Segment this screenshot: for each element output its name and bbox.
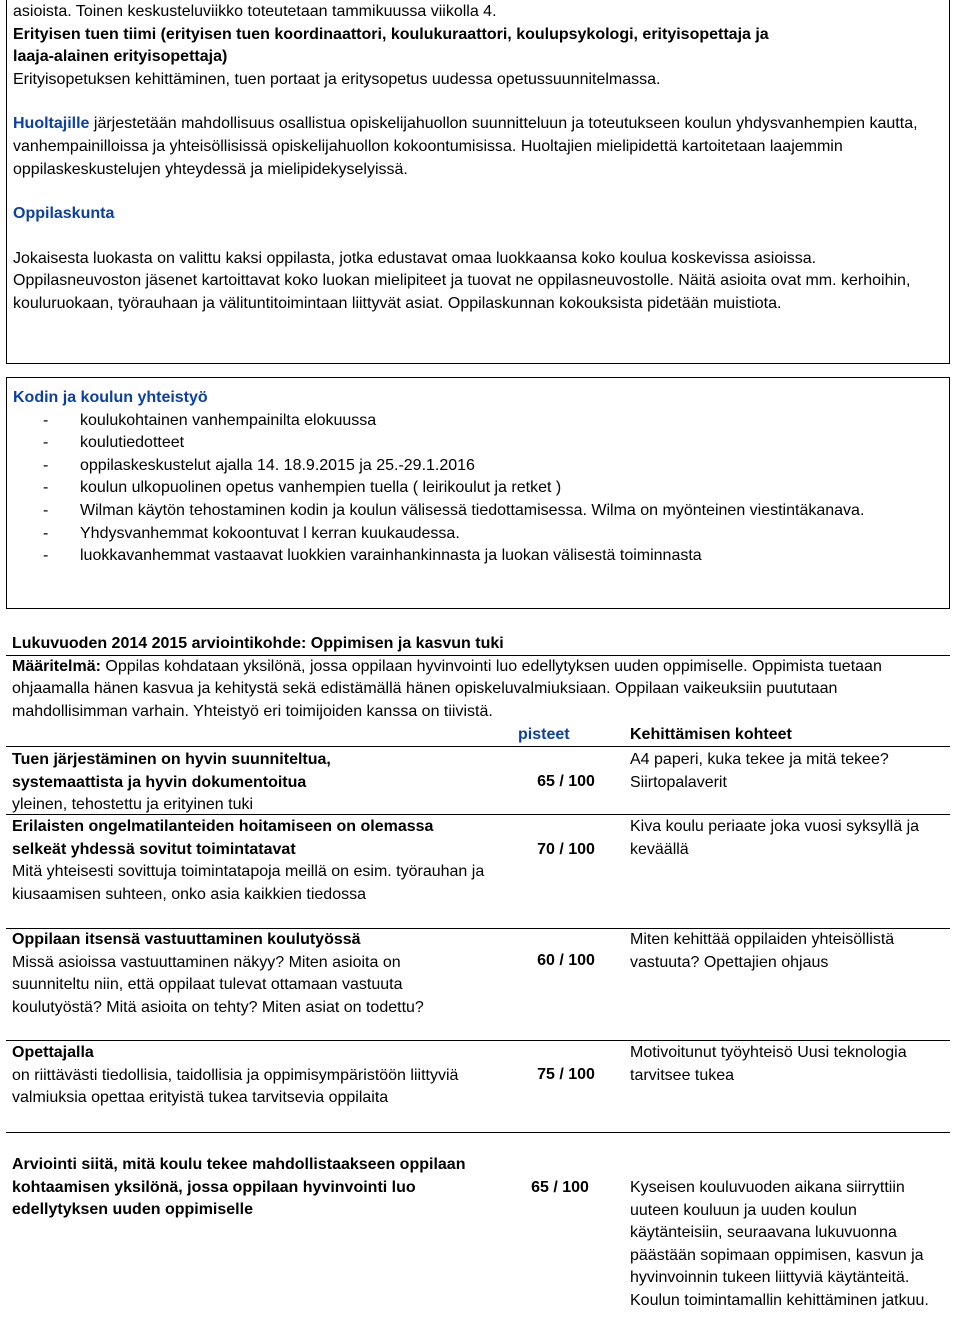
row-description: yleinen, tehostettu ja erityinen tuki bbox=[12, 796, 254, 814]
row-score: 60 / 100 bbox=[537, 952, 595, 969]
oppilaskunta-heading: Oppilaskunta bbox=[13, 205, 115, 223]
evaluation-row bbox=[6, 814, 950, 928]
huoltajille-paragraph bbox=[13, 113, 938, 181]
huoltajille-label: Huoltajille bbox=[13, 115, 90, 133]
row-development: Kyseisen kouluvuoden aikana siirryttiin uuteen kouluun ja uuden koulun käytänteisiin, seuraavana lukuvuonna päästään sopimaan oppimisen, kasvun ja hyvinvoinnin tukeen liittyviä käytänteitä. Koulun toimintamallin kehittäminen jatkuu. bbox=[630, 1179, 929, 1309]
list-item: - koulutiedotteet bbox=[13, 432, 949, 455]
dash-bullet: - bbox=[43, 456, 49, 474]
row-description: on riittävästi tiedollisia, taidollisia ja oppimisympäristöön liittyviä valmiuksia opettaa erityistä tukea tarvitsevia oppilaita bbox=[12, 1066, 459, 1107]
row-score: 75 / 100 bbox=[537, 1066, 595, 1083]
list-item: - oppilaskeskustelut ajalla 14. 18.9.2015 ja 25.-29.1.2016 bbox=[13, 455, 949, 478]
evaluation-row bbox=[6, 1040, 950, 1132]
row-criterion: Opettajalla bbox=[12, 1044, 94, 1061]
dash-bullet: - bbox=[43, 411, 49, 429]
evaluation-section bbox=[12, 633, 952, 723]
info-box-support-team bbox=[6, 0, 950, 364]
info-box-home-school bbox=[6, 377, 950, 609]
team-heading-line: Erityisen tuen tiimi (erityisen tuen koordinaattori, koulukuraattori, koulupsykologi, erityisopettaja ja bbox=[13, 25, 769, 43]
list-item: - Yhdysvanhemmat kokoontuvat l kerran kuukaudessa. bbox=[13, 523, 949, 546]
evaluation-row bbox=[6, 1132, 950, 1342]
title-underline bbox=[6, 655, 950, 656]
row-development: Kiva koulu periaate joka vuosi syksyllä ja keväällä bbox=[630, 818, 920, 858]
home-school-heading: Kodin ja koulun yhteistyö bbox=[13, 389, 208, 406]
row-criterion: Erilaisten ongelmatilanteiden hoitamiseen on olemassa selkeät yhdessä sovitut toimintatavat bbox=[12, 818, 434, 858]
dash-bullet: - bbox=[43, 501, 49, 519]
row-development: Motivoitunut työyhteisö Uusi teknologia tarvitsee tukea bbox=[630, 1044, 907, 1084]
list-item: - luokkavanhemmat vastaavat luokkien varainhankinnasta ja luokan välisestä toiminnasta bbox=[13, 545, 949, 568]
row-criterion: Oppilaan itsensä vastuuttaminen koulutyössä bbox=[12, 931, 361, 948]
huoltajille-text: järjestetään mahdollisuus osallistua opiskelijahuollon suunnitteluun ja toteutukseen koulun yhdysvanhempien kautta, vanhempainilloissa ja yhteisöllisissä opiskelijahuollon kokoontumisissa. Huoltajien mielipidettä kartoitetaan laajemmin oppilaskeskustelujen yhteydessä ja mielipidekyselyissä. bbox=[13, 115, 918, 178]
home-school-list bbox=[13, 410, 949, 568]
dash-bullet: - bbox=[43, 434, 49, 452]
dash-bullet: - bbox=[43, 524, 49, 542]
row-development: A4 paperi, kuka tekee ja mitä tekee? Siirtopalaverit bbox=[630, 751, 889, 791]
evaluation-row bbox=[6, 746, 950, 814]
maaritelma-paragraph bbox=[12, 656, 927, 724]
intro-line: Erityisopetuksen kehittäminen, tuen portaat ja eritysopetus uudessa opetussuunnitelmassa. bbox=[13, 70, 661, 88]
oppilaskunta-paragraph: Jokaisesta luokasta on valittu kaksi oppilasta, jotka edustavat omaa luokkaansa koko koulua koskevissa asioissa. Oppilasneuvoston jäsenet kartoittavat koko luokan mielipiteet ja tuovat ne oppilasneuvostolle. Näitä asioita ovat mm. kerhoihin, kouluruokaan, työrauhaan ja välituntitoimintaan liittyvät asiat. Oppilaskunnan kokouksista pidetään muistiota. bbox=[13, 249, 911, 312]
row-score: 65 / 100 bbox=[537, 773, 595, 790]
list-item: - koulukohtainen vanhempainilta elokuussa bbox=[13, 410, 949, 433]
dash-bullet: - bbox=[43, 479, 49, 497]
row-description: Missä asioissa vastuuttaminen näkyy? Miten asioita on suunniteltu niin, että oppilaat tulevat ottamaan vastuuta koulutyöstä? Mitä asioita on tehty? Miten asiat on todettu? bbox=[12, 953, 424, 1016]
list-item: - Wilman käytön tehostaminen kodin ja koulun välisessä tiedottamisessa. Wilma on myönteinen viestintäkanava. bbox=[13, 500, 920, 523]
evaluation-title: Lukuvuoden 2014 2015 arviointikohde: Oppimisen ja kasvun tuki bbox=[12, 635, 504, 652]
row-description: Mitä yhteisesti sovittuja toimintatapoja meillä on esim. työrauhan ja kiusaamisen suhteen, onko asia kaikkien tiedossa bbox=[12, 863, 485, 903]
dash-bullet: - bbox=[43, 547, 49, 565]
evaluation-row bbox=[6, 928, 950, 1040]
list-item: - koulun ulkopuolinen opetus vanhempien tuella ( leirikoulut ja retket ) bbox=[13, 477, 949, 500]
maaritelma-label: Määritelmä: bbox=[12, 657, 101, 675]
column-header-kohteet: Kehittämisen kohteet bbox=[630, 726, 792, 743]
row-score: 65 / 100 bbox=[531, 1179, 589, 1196]
column-header-pisteet: pisteet bbox=[518, 726, 570, 743]
row-criterion: Arviointi siitä, mitä koulu tekee mahdollistaakseen oppilaan kohtaamisen yksilönä, jossa oppilaan hyvinvointi luo edellytyksen uuden oppimiselle bbox=[12, 1156, 466, 1219]
row-criterion: Tuen järjestäminen on hyvin suunniteltua, systemaattista ja hyvin dokumentoitua bbox=[12, 751, 331, 791]
maaritelma-text: Oppilas kohdataan yksilönä, jossa oppilaan hyvinvointi luo edellytyksen uuden oppimiselle. Oppimista tuetaan ohjaamalla hänen kasvua ja kehitystä sekä edistämällä hänen opiskeluvalmiuksiaan. Oppilaan vaikeuksiin puututaan mahdollisimman varhain. Yhteistyö eri toimijoiden kanssa on tiivistä. bbox=[12, 657, 882, 720]
team-heading-line: laaja-alainen erityisopettaja) bbox=[13, 48, 228, 66]
intro-line: asioista. Toinen keskusteluviikko toteutetaan tammikuussa viikolla 4. bbox=[13, 3, 497, 20]
row-development: Miten kehittää oppilaiden yhteisöllistä vastuuta? Opettajien ohjaus bbox=[630, 931, 895, 971]
row-score: 70 / 100 bbox=[537, 841, 595, 858]
